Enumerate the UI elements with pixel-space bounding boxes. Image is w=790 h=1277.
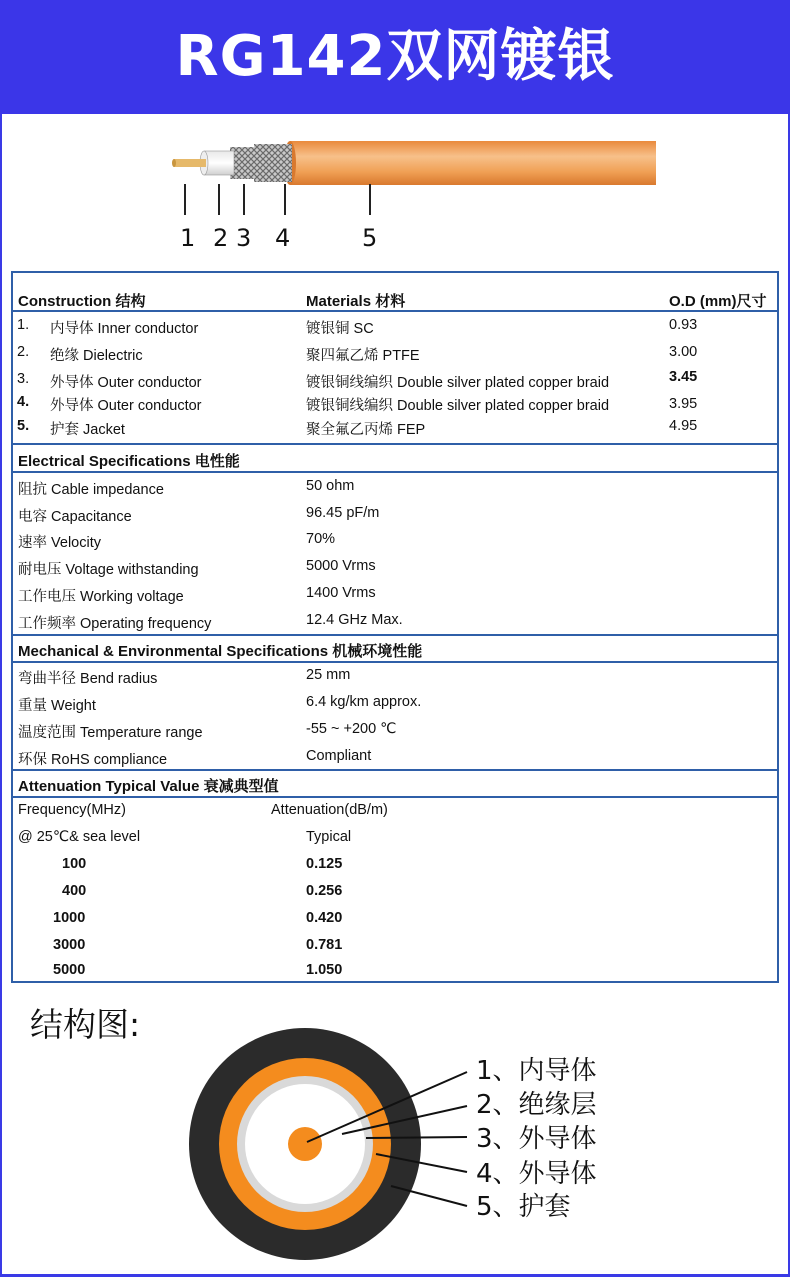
page-title: RG142双网镀银 (0, 0, 790, 114)
jacket-segment (290, 141, 656, 185)
materials-col-title: Materials 材料 (306, 293, 406, 310)
component-name: 内导体 Inner conductor (50, 321, 199, 337)
table-row (13, 663, 777, 690)
table-row (13, 690, 777, 717)
table-row (13, 415, 777, 442)
component-name: 绝缘 Dielectric (50, 348, 143, 364)
component-material: 镀银铜线编织 Double silver plated copper braid (306, 398, 610, 414)
spec-value: 5000 Vrms (306, 558, 376, 574)
table-row (13, 313, 777, 340)
cable-label-2: 2 (213, 224, 229, 252)
table-row (13, 390, 777, 417)
component-material: 聚四氟乙烯 PTFE (306, 348, 420, 364)
inner-conductor (288, 1127, 322, 1161)
legend-outer-conductor-1: 3、外导体 (476, 1124, 597, 1154)
table-row (13, 340, 777, 367)
legend-outer-conductor-2: 4、外导体 (476, 1159, 597, 1189)
outer-braid-2 (254, 144, 292, 182)
legend-jacket: 5、护套 (476, 1192, 571, 1222)
table-row (13, 581, 777, 608)
cable-label-3: 3 (236, 224, 252, 252)
component-name: 外导体 Outer conductor (50, 375, 202, 391)
frequency-column-header: Frequency(MHz) (18, 802, 126, 818)
component-od: 4.95 (669, 418, 698, 434)
spec-value: 12.4 GHz Max. (306, 612, 403, 628)
component-od: 3.00 (669, 344, 698, 360)
table-row (13, 906, 777, 933)
table-row (13, 959, 777, 986)
spec-name: 耐电压 Voltage withstanding (18, 562, 199, 578)
cable-label-1: 1 (180, 224, 196, 252)
table-row (13, 527, 777, 554)
attenuation-value: 0.781 (306, 937, 343, 953)
row-number: 3. (17, 371, 30, 387)
attenuation-column-header: Attenuation(dB/m) (271, 802, 388, 818)
table-row (13, 501, 777, 528)
row-number: 4. (17, 394, 30, 410)
spec-value: 70% (306, 531, 336, 547)
spec-name: 工作频率 Operating frequency (18, 616, 212, 632)
electrical-title: Electrical Specifications 电性能 (18, 453, 240, 470)
diagram-title: 结构图: (30, 1005, 141, 1044)
cable-label-4: 4 (275, 224, 291, 252)
table-row (13, 554, 777, 581)
frequency-value: 3000 (53, 937, 86, 953)
spec-name: 弯曲半径 Bend radius (18, 671, 158, 687)
spec-value: Compliant (306, 748, 372, 764)
attenuation-title: Attenuation Typical Value 衰减典型值 (18, 778, 279, 795)
test-condition: @ 25℃& sea level (18, 829, 141, 845)
frequency-value: 1000 (53, 910, 86, 926)
spec-name: 速率 Velocity (18, 535, 101, 551)
inner-conductor-segment (174, 159, 206, 167)
table-row (13, 717, 777, 744)
cable-illustration (2, 114, 788, 264)
spec-value: 1400 Vrms (306, 585, 376, 601)
attenuation-value: 0.256 (306, 883, 343, 899)
attenuation-value: 0.420 (306, 910, 343, 926)
component-material: 镀银铜线编织 Double silver plated copper braid (306, 375, 610, 391)
spec-name: 环保 RoHS compliance (18, 752, 168, 768)
attenuation-value: 0.125 (306, 856, 343, 872)
component-material: 聚全氟乙丙烯 FEP (306, 422, 426, 438)
component-od: 3.95 (669, 396, 698, 412)
cable-label-5: 5 (362, 224, 378, 252)
content-panel (2, 114, 788, 1274)
cross-section-diagram (2, 1014, 788, 1274)
attenuation-condition-row (13, 825, 777, 852)
frequency-value: 5000 (53, 962, 86, 978)
table-row (13, 933, 777, 960)
legend-dielectric: 2、绝缘层 (476, 1090, 597, 1120)
typical-label: Typical (306, 829, 352, 845)
frequency-value: 100 (62, 856, 87, 872)
spec-value: 96.45 pF/m (306, 505, 380, 521)
legend-inner-conductor: 1、内导体 (476, 1056, 597, 1086)
table-row (13, 879, 777, 906)
spec-name: 工作电压 Working voltage (18, 589, 184, 605)
spec-name: 温度范围 Temperature range (18, 725, 203, 741)
attenuation-header-row (13, 798, 777, 825)
row-number: 2. (17, 344, 30, 360)
component-name: 护套 Jacket (50, 422, 125, 438)
component-name: 外导体 Outer conductor (50, 398, 202, 414)
component-od: 0.93 (669, 317, 698, 333)
frequency-value: 400 (62, 883, 87, 899)
row-number: 5. (17, 418, 30, 434)
electrical-heading (13, 443, 777, 473)
table-row (13, 608, 777, 635)
od-col-title: O.D (mm)尺寸 (669, 293, 767, 310)
dielectric-segment (204, 151, 234, 175)
mechanical-title: Mechanical & Environmental Specifications 机械环境性能 (18, 643, 423, 660)
spec-value: 25 mm (306, 667, 351, 683)
spec-value: 50 ohm (306, 478, 355, 494)
table-row (13, 852, 777, 879)
attenuation-value: 1.050 (306, 962, 343, 978)
spec-value: 6.4 kg/km approx. (306, 694, 422, 710)
table-row (13, 474, 777, 501)
component-material: 镀银铜 SC (306, 321, 374, 337)
component-od: 3.45 (669, 369, 698, 385)
construction-col-title: Construction 结构 (18, 293, 146, 310)
row-number: 1. (17, 317, 30, 333)
spec-name: 重量 Weight (18, 698, 96, 714)
spec-name: 阻抗 Cable impedance (18, 482, 164, 498)
table-row (13, 744, 777, 771)
construction-heading (13, 286, 777, 312)
attenuation-heading (13, 769, 777, 798)
mechanical-heading (13, 634, 777, 663)
spec-table (11, 271, 779, 983)
spec-value: -55 ~ +200 ℃ (306, 721, 397, 737)
spec-name: 电容 Capacitance (18, 509, 132, 525)
